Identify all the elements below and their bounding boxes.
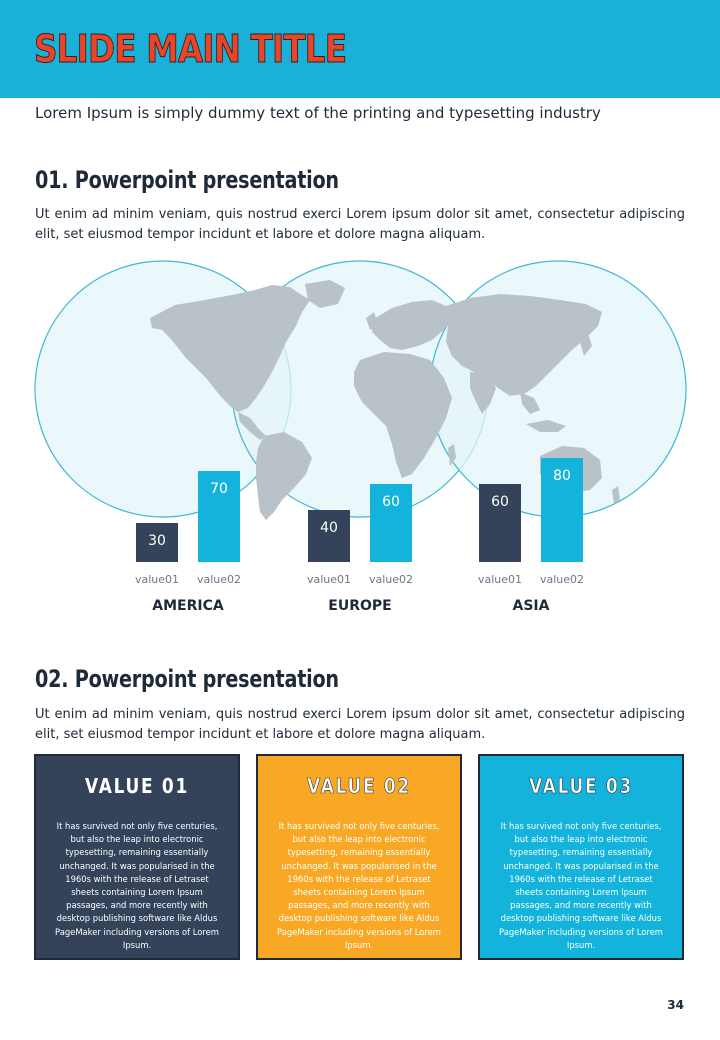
value-box-3 [478, 754, 684, 960]
series-label: value01 [134, 573, 180, 586]
map-bar-chart [0, 250, 720, 630]
group-label: ASIA [512, 598, 550, 614]
bar-europe-value01 [308, 510, 350, 562]
section1-body: Ut enim ad minim veniam, quis nostrud exerci Lorem ipsum dolor sit amet, consectetur adipiscing elit, set eiusmod tempor incidunt et labore et dolore magna aliquam. [35, 207, 685, 242]
bar-value-label: 80 [553, 468, 571, 484]
group-label: EUROPE [328, 598, 392, 614]
section1-heading: 01. Powerpoint presentation [35, 166, 339, 194]
slide-title: SLIDE MAIN TITLE [34, 27, 347, 71]
series-label: value02 [539, 573, 585, 586]
value-box-title: VALUE 01 [85, 774, 189, 798]
slide-subtitle: Lorem Ipsum is simply dummy text of the printing and typesetting industry [35, 104, 601, 122]
bar-value-label: 70 [210, 481, 228, 497]
bar-value-label: 60 [491, 494, 509, 510]
bar-value-label: 30 [148, 533, 166, 549]
series-label: value01 [306, 573, 352, 586]
series-label: value01 [477, 573, 523, 586]
section2-heading: 02. Powerpoint presentation [35, 665, 339, 693]
value-box-text: It has survived not only five centuries, but also the leap into electronic typesetting, remaining essentially unchanged. It was popularised in the 1960s with the release of Letraset sheets containing Lorem Ipsum passages, and more recently with desktop publishing software like Aldus PageMaker including versions of Lorem Ipsum. [277, 821, 441, 950]
value-box-text: It has survived not only five centuries, but also the leap into electronic typesetting, remaining essentially unchanged. It was popularised in the 1960s with the release of Letraset sheets containing Lorem Ipsum passages, and more recently with desktop publishing software like Aldus PageMaker including versions of Lorem Ipsum. [55, 821, 219, 950]
value-box-title: VALUE 02 [307, 774, 411, 798]
value-box-2 [256, 754, 462, 960]
bar-value-label: 40 [320, 520, 338, 536]
value-box-text: It has survived not only five centuries, but also the leap into electronic typesetting, remaining essentially unchanged. It was popularised in the 1960s with the release of Letraset sheets containing Lorem Ipsum passages, and more recently with desktop publishing software like Aldus PageMaker including versions of Lorem Ipsum. [499, 821, 663, 950]
header-bar [0, 0, 720, 98]
section2-body: Ut enim ad minim veniam, quis nostrud exerci Lorem ipsum dolor sit amet, consectetur adipiscing elit, set eiusmod tempor incidunt et labore et dolore magna aliquam. [35, 707, 685, 742]
chart-svg [0, 250, 720, 630]
bar-value-label: 60 [382, 494, 400, 510]
value-box-title: VALUE 03 [529, 774, 633, 798]
value-box-1 [34, 754, 240, 960]
group-label: AMERICA [152, 598, 224, 614]
page-number: 34 [667, 998, 684, 1012]
series-label: value02 [368, 573, 414, 586]
map-south-america [256, 432, 312, 520]
series-label: value02 [196, 573, 242, 586]
